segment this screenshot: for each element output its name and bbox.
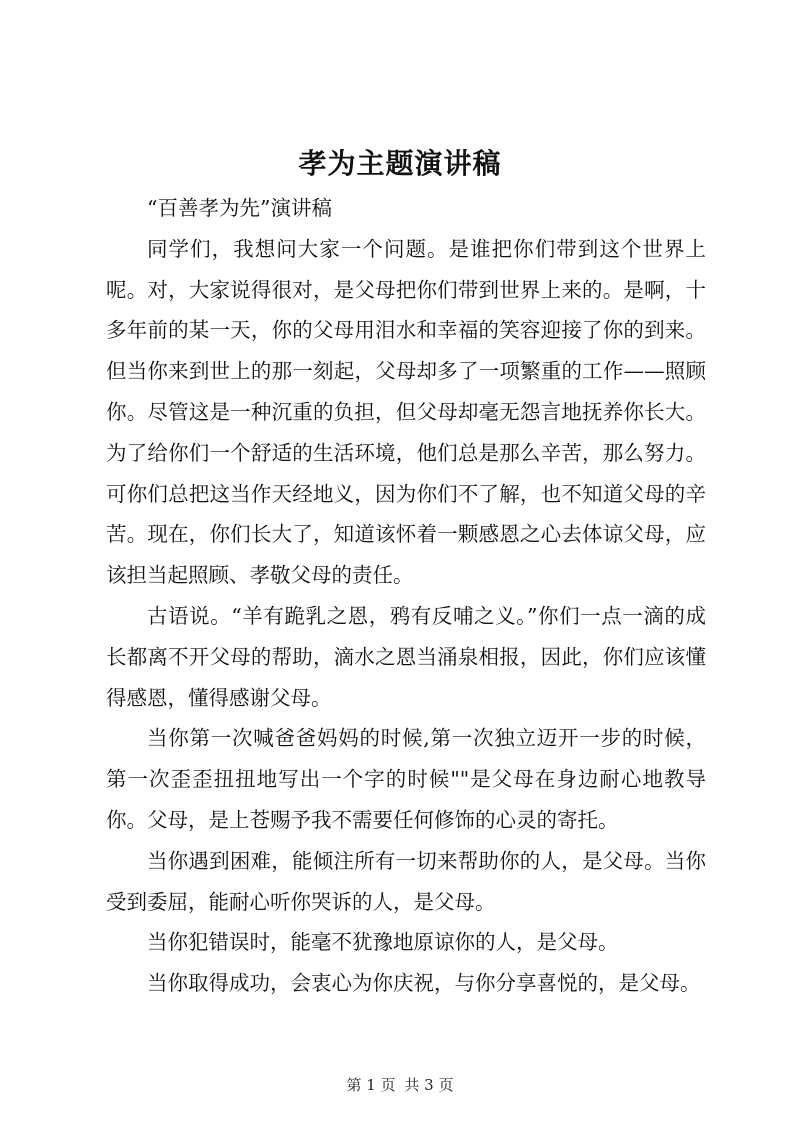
- body-paragraph: 当你第一次喊爸爸妈妈的时候,第一次独立迈开一步的时候，第一次歪歪扭扭地写出一个字的时候""是父母在身边耐心地教导你。父母，是上苍赐予我不需要任何修饰的心灵的寄托。: [106, 726, 706, 832]
- body-paragraph: 当你犯错误时，能毫不犹豫地原谅你的人，是父母。: [147, 930, 619, 955]
- page-footer: [0, 1074, 800, 1095]
- body-paragraph: 古语说。“羊有跪乳之恩，鸦有反哺之义。”你们一点一滴的成长都离不开父母的帮助，滴水之恩当涌泉相报，因此，你们应该懂得感恩，懂得感谢父母。: [106, 603, 706, 710]
- body-paragraph: 同学们，我想问大家一个问题。是谁把你们带到这个世界上呢。对，大家说得很对，是父母把你们带到世界上来的。是啊，十多年前的某一天，你的父母用泪水和幸福的笑容迎接了你的到来。但当你来到世上的那一刻起，父母却多了一项繁重的工作——照顾你。尽管这是一种沉重的负担，但父母却毫无怨言地抚养你长大。为了给你们一个舒适的生活环境，他们总是那么辛苦，那么努力。可你们总把这当作天经地义，因为你们不了解，也不知道父母的辛苦。现在，你们长大了，知道该怀着一颗感恩之心去体谅父母，应该担当起照顾、孝敬父母的责任。: [106, 236, 706, 588]
- body-paragraph: 当你取得成功，会衷心为你庆祝，与你分享喜悦的，是父母。: [147, 971, 701, 996]
- document-body: [106, 188, 706, 1004]
- subtitle-paragraph: “百善孝为先”演讲稿: [147, 196, 332, 220]
- page-total: 共 3 页: [404, 1076, 454, 1094]
- page-title: 孝为主题演讲稿: [298, 147, 502, 180]
- page-number: 第 1 页: [346, 1076, 396, 1094]
- body-paragraph: 当你遇到困难，能倾注所有一切来帮助你的人，是父母。当你受到委屈，能耐心听你哭诉的人，是父母。: [106, 848, 706, 914]
